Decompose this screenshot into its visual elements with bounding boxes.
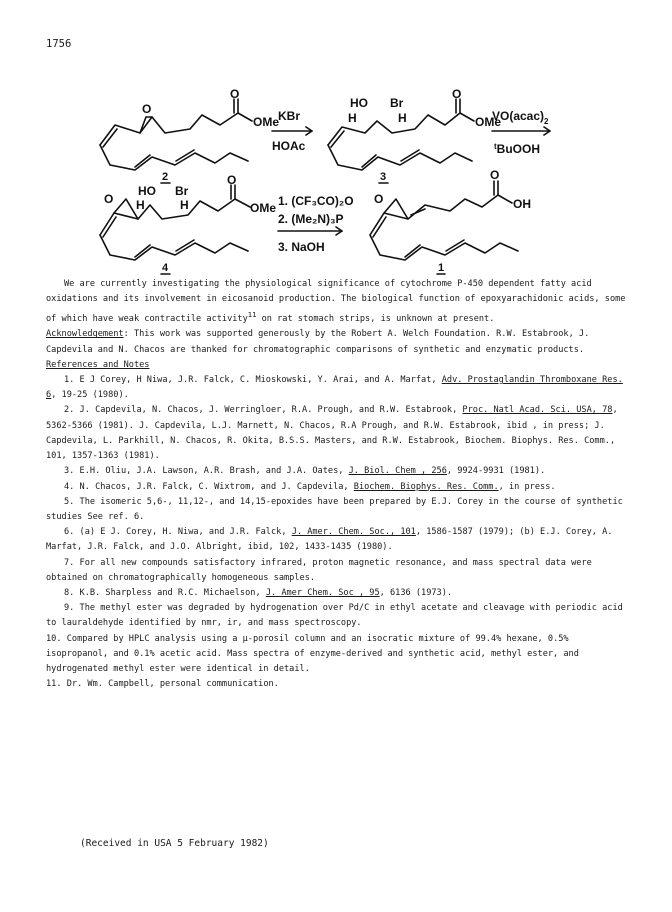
reference-item: 4. N. Chacos, J.R. Falck, C. Wixtrom, and J. Capdevila, Biochem. Biophys. Res. Comm., in press.	[64, 481, 556, 492]
reference-item: 5. The isomeric 5,6-, 11,12-, and 14,15-epoxides have been prepared by E.J. Corey in the course of synthetic studies See ref. 6.	[46, 496, 623, 522]
article-body	[46, 277, 631, 692]
reaction-arrow-3	[278, 194, 354, 254]
step-1: 1. (CF₃CO)₂O	[278, 194, 354, 208]
compound-1-label: 1	[438, 262, 445, 274]
h-4a: H	[136, 198, 145, 212]
reference-item: 7. For all new compounds satisfactory infrared, proton magnetic resonance, and mass spectral data were obtained on chromatographically homogeneous samples.	[46, 557, 592, 583]
reference-item: 1. E J Corey, H Niwa, J.R. Falck, C. Mioskowski, Y. Arai, and A. Marfat, Adv. Prostaglandin Thromboxane Res. 6, 19-25 (1980).	[46, 375, 623, 401]
epoxide-o-4: O	[104, 192, 114, 206]
compound-2-label: 2	[162, 171, 169, 183]
compound-4-label: 4	[162, 262, 169, 274]
reference-item: 10. Compared by HPLC analysis using a μ-porosil column and an isocratic mixture of 99.4% hexane, 0.5% isopropanol, and 0.1% acetic acid. Mass spectra of enzyme-derived and synthetic acid, methyl ester, and hydrogenated methyl ester were identical in detail.	[46, 633, 579, 674]
carbonyl-o-2: O	[230, 87, 240, 101]
ome-3: OMe	[475, 115, 502, 129]
reaction-arrow-2	[492, 109, 550, 156]
reaction-scheme	[80, 87, 590, 275]
references-heading: References and Notes	[46, 359, 150, 370]
compound-2-structure	[100, 87, 279, 183]
ome-2: OMe	[253, 115, 280, 129]
h-3b: H	[398, 111, 407, 125]
h-3a: H	[348, 111, 357, 125]
reference-item: 8. K.B. Sharpless and R.C. Michaelson, J. Amer Chem. Soc , 95, 6136 (1973).	[64, 587, 453, 598]
step-2: 2. (Me₂N)₃P	[278, 212, 344, 226]
carbonyl-o-3: O	[452, 87, 462, 101]
reagent-hoac: HOAc	[272, 139, 306, 153]
paragraph-text-a: We are currently investigating the physiological significance of cytochrome P-450 dependent fatty acid oxidations and its involvement in eicosanoid production. The biological function of epoxyarachidonic acids, some of which have weak contractile activity	[46, 279, 626, 325]
step-3: 3. NaOH	[278, 240, 325, 254]
acknowledgement-text: : This work was supported generously by the Robert A. Welch Foundation. R.W. Estabrook, J. Capdevila and N. Chacos are thanked for chromatographic comparisons of synthetic and enzymatic products.	[46, 329, 590, 355]
br-4: Br	[175, 184, 189, 198]
reagent-kbr: KBr	[278, 109, 301, 123]
epoxide-o-1: O	[374, 192, 384, 206]
reference-item: 6. (a) E J. Corey, H. Niwa, and J.R. Falck, J. Amer. Chem. Soc., 101, 1586-1587 (1979); (b) E.J. Corey, A. Marfat, J.R. Falck, and J.O. Albright, ibid, 102, 1433-1435 (1980).	[46, 527, 613, 553]
ho-3: HO	[350, 96, 368, 110]
compound-3-structure	[328, 87, 501, 183]
reagent-buooh: $^t$BuOOH	[494, 142, 541, 156]
discussion-paragraph	[46, 277, 631, 327]
carbonyl-o-1: O	[490, 168, 500, 182]
acknowledgement-heading: Acknowledgement	[46, 329, 124, 340]
oh-1: OH	[513, 197, 531, 211]
reagent-vo: $VO(acac)_2$	[492, 109, 549, 126]
reference-list	[46, 373, 631, 692]
reference-item: 2. J. Capdevila, N. Chacos, J. Werringloer, R.A. Prough, and R.W. Estabrook, Proc. Natl Acad. Sci. USA, 78, 5362-5366 (1981). J. Capdevila, L.J. Marnett, N. Chacos, R.A Prough, and R.W. Estabrook, ibid , in press; J. Capdevila, L. Parkhill, N. Chacos, R. Okita, B.S.S. Masters, and R.W. Estabrook, Biochem. Biophys. Res. Comm., 101, 1357-1363 (1981).	[46, 405, 618, 462]
paragraph-text-b: on rat stomach strips, is unknown at present.	[256, 314, 495, 325]
ome-4: OMe	[250, 201, 277, 215]
compound-4-structure	[100, 173, 276, 274]
citation-11-superscript: 11	[247, 310, 257, 320]
compound-3-label: 3	[380, 171, 387, 183]
reaction-arrow-1	[272, 109, 312, 153]
reference-item: 11. Dr. Wm. Campbell, personal communication.	[46, 679, 279, 690]
carbonyl-o-4: O	[227, 173, 237, 187]
reference-item: 3. E.H. Oliu, J.A. Lawson, A.R. Brash, and J.A. Oates, J. Biol. Chem , 256, 9924-9931 (1981).	[64, 466, 546, 477]
page-number: 1756	[46, 38, 72, 50]
acknowledgement-paragraph	[46, 327, 631, 357]
compound-1-structure	[370, 168, 531, 274]
ho-4: HO	[138, 184, 156, 198]
received-date: (Received in USA 5 February 1982)	[80, 838, 269, 849]
h-4b: H	[180, 198, 189, 212]
reference-item: 9. The methyl ester was degraded by hydrogenation over Pd/C in ethyl acetate and cleavage with periodic acid to lauraldehyde identified by nmr, ir, and mass spectroscopy.	[46, 603, 623, 629]
epoxide-o-2: O	[142, 102, 152, 116]
br-3: Br	[390, 96, 404, 110]
